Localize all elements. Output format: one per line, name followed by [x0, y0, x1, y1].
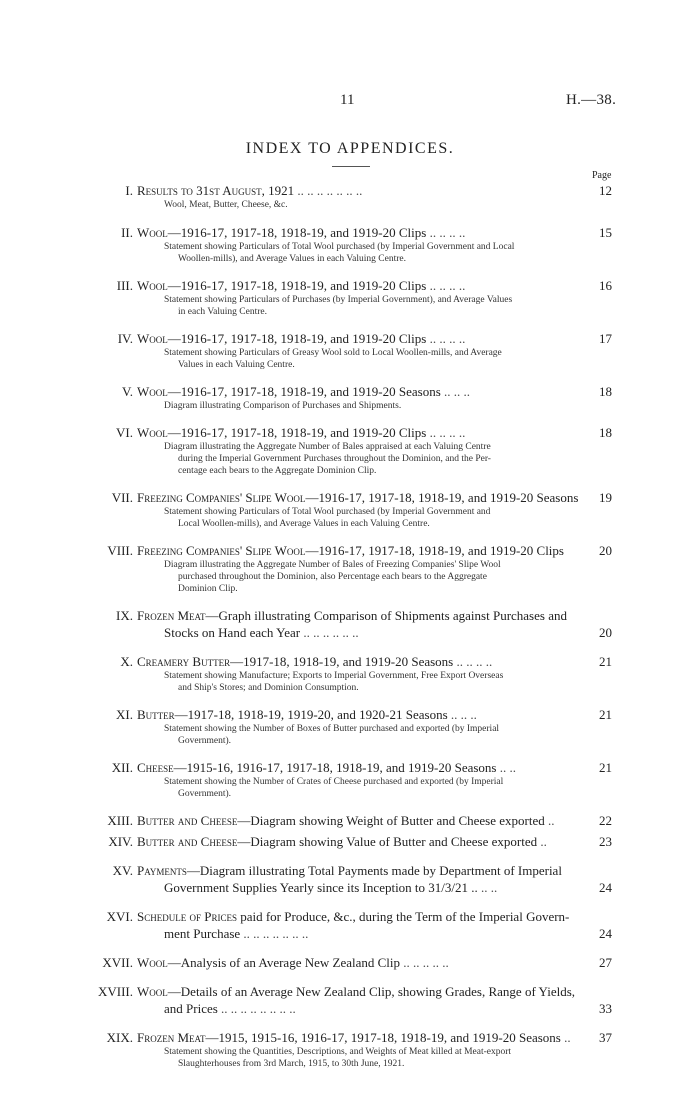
entry-description — [164, 441, 584, 477]
entry-title — [137, 653, 587, 670]
dot-leader: .. — [537, 834, 547, 849]
appendix-number: XV. — [112, 863, 133, 878]
entry-subject: Wool — [137, 425, 168, 440]
entry-title — [137, 706, 587, 723]
entry-heading-row — [0, 277, 700, 294]
entry-description — [164, 506, 584, 530]
index-entry — [0, 224, 700, 265]
entry-description — [164, 199, 584, 211]
index-entry — [0, 182, 700, 211]
entry-title — [137, 182, 587, 199]
index-entry — [0, 653, 700, 694]
dot-leader: .. — [544, 813, 555, 828]
index-entry — [0, 1029, 700, 1070]
appendix-number: XVII. — [102, 955, 133, 970]
entry-title-rest: —1916-17, 1917-18, 1918-19, and 1919-20 Clips — [167, 331, 427, 346]
description-line: during the Imperial Government Purchases throughout the Dominion, and the Per- — [178, 454, 491, 464]
entry-title — [137, 489, 587, 506]
continuation-text: and Prices — [164, 1001, 218, 1016]
entry-title — [137, 954, 587, 971]
page-reference: 24 — [599, 926, 612, 941]
entry-title-rest: —Graph illustrating Comparison of Shipments against Purchases and — [205, 608, 567, 623]
appendix-number: V. — [122, 384, 133, 399]
page-reference: 19 — [599, 490, 612, 505]
entry-title-rest: —Analysis of an Average New Zealand Clip — [167, 955, 401, 970]
entry-subject: Wool — [137, 384, 168, 399]
appendix-number: VIII. — [107, 543, 133, 558]
index-entry — [0, 383, 700, 412]
index-entry — [0, 424, 700, 477]
entry-title — [137, 862, 587, 879]
entry-title — [137, 424, 587, 441]
continuation-text: Government Supplies Yearly since its Inception to 31/3/21 .. — [164, 880, 478, 895]
page-reference: 23 — [599, 834, 612, 849]
appendix-number: VII. — [111, 490, 133, 505]
appendix-number: XVI. — [106, 909, 133, 924]
entry-title-continuation — [164, 925, 600, 942]
page-reference: 15 — [599, 225, 612, 240]
description-line: Statement showing the Number of Crates of Cheese purchased and exported (by Imperial — [164, 777, 504, 787]
entry-title-continuation — [164, 1000, 600, 1017]
description-line: in each Valuing Centre. — [178, 307, 267, 317]
entry-heading-row — [0, 653, 700, 670]
entry-subject: Payments — [137, 863, 187, 878]
page-reference: 20 — [599, 543, 612, 558]
entry-subject: Wool — [137, 331, 168, 346]
entry-heading-row — [0, 330, 700, 347]
entry-description — [164, 559, 584, 595]
description-line: Statement showing Particulars of Total Wool purchased (by Imperial Government and Local — [164, 242, 515, 252]
description-line: Statement showing Manufacture; Exports to Imperial Government, Free Export Overseas — [164, 671, 504, 681]
entry-title-rest: —Diagram showing Value of Butter and Cheese exported — [237, 834, 538, 849]
dot-leader: .. .. .. .. — [426, 331, 466, 346]
entry-title — [137, 330, 587, 347]
entry-title-rest: —1916-17, 1917-18, 1918-19, and 1919-20 Clips — [167, 425, 427, 440]
entry-subject: Wool — [137, 955, 168, 970]
page-reference: 21 — [599, 654, 612, 669]
dot-leader: .. .. — [477, 880, 498, 895]
page-reference: 27 — [599, 955, 612, 970]
appendix-number: X. — [120, 654, 133, 669]
entry-title — [137, 607, 587, 624]
index-entry — [0, 812, 700, 829]
entry-title — [137, 277, 587, 294]
dot-leader: .. .. .. .. .. .. .. .. — [217, 1001, 296, 1016]
appendix-number: XI. — [116, 707, 133, 722]
entry-title-rest: —Details of an Average New Zealand Clip, showing Grades, Range of Yields, — [167, 984, 576, 999]
description-line: Slaughterhouses from 3rd March, 1915, to 30th June, 1921. — [178, 1059, 405, 1069]
dot-leader: .. .. .. — [440, 384, 471, 399]
entry-subject: Creamery Butter — [137, 654, 231, 669]
entry-title-rest: —1916-17, 1917-18, 1918-19, and 1919-20 Seasons — [167, 384, 441, 399]
description-line: Statement showing Particulars of Total Wool purchased (by Imperial Government and — [164, 507, 491, 517]
entry-subject: Wool — [137, 984, 168, 999]
entry-title — [137, 983, 587, 1000]
index-entry — [0, 759, 700, 800]
entry-title-rest: —1916-17, 1917-18, 1918-19, and 1919-20 Clips — [167, 278, 427, 293]
description-line: Diagram illustrating the Aggregate Number of Bales appraised at each Valuing Centre — [164, 442, 491, 452]
entry-title-rest: —Diagram showing Weight of Butter and Cheese exported — [237, 813, 545, 828]
entry-subject: Wool — [137, 225, 168, 240]
index-entry — [0, 833, 700, 850]
page-reference: 16 — [599, 278, 612, 293]
page-reference: 21 — [599, 707, 612, 722]
entry-subject: Butter — [137, 707, 175, 722]
entry-title — [137, 908, 587, 925]
page-reference: 12 — [599, 183, 612, 198]
appendix-number: IX. — [116, 608, 133, 623]
appendix-number: III. — [116, 278, 133, 293]
entry-title — [137, 383, 587, 400]
description-line: Local Woollen-mills), and Average Values in each Valuing Centre. — [178, 519, 430, 529]
entry-subject: Cheese — [137, 760, 174, 775]
entry-heading-row — [0, 812, 700, 829]
index-entry — [0, 330, 700, 371]
entry-description — [164, 776, 584, 800]
entry-description — [164, 670, 584, 694]
page-reference: 18 — [599, 425, 612, 440]
index-entry — [0, 542, 700, 595]
entry-description — [164, 400, 584, 412]
appendix-number: XIII. — [107, 813, 133, 828]
index-entry — [0, 607, 700, 641]
entry-heading-row — [0, 424, 700, 441]
entry-title-rest: —1916-17, 1917-18, 1918-19, and 1919-20 Clips — [167, 225, 427, 240]
entry-heading-row — [0, 908, 700, 942]
entry-subject: Butter and Cheese — [137, 834, 238, 849]
appendix-number: I. — [125, 183, 133, 198]
page-reference: 22 — [599, 813, 612, 828]
entry-heading-row — [0, 862, 700, 896]
entry-title — [137, 812, 587, 829]
dot-leader: .. .. — [496, 760, 516, 775]
page-reference: 24 — [599, 880, 612, 895]
dot-leader: .. .. .. .. — [426, 425, 466, 440]
entry-heading-row — [0, 607, 700, 641]
entry-title-continuation — [164, 624, 600, 641]
dot-leader: .. .. .. .. .. — [400, 955, 449, 970]
entry-subject: Wool — [137, 278, 168, 293]
description-line: Statement showing Particulars of Greasy Wool sold to Local Woollen-mills, and Average — [164, 348, 502, 358]
dot-leader: .. .. .. .. — [426, 225, 466, 240]
index-entry — [0, 489, 700, 530]
entry-title-rest: —Diagram illustrating Total Payments made by Department of Imperial — [186, 863, 562, 878]
description-line: Diagram illustrating the Aggregate Number of Bales of Freezing Companies' Slipe Wool — [164, 560, 501, 570]
continuation-text: Stocks on Hand each Year — [164, 625, 301, 640]
entry-description — [164, 1046, 584, 1070]
dot-leader: .. .. .. .. .. .. .. — [240, 926, 309, 941]
entry-description — [164, 723, 584, 747]
index-entry — [0, 862, 700, 896]
description-line: purchased throughout the Dominion, also Percentage each bears to the Aggregate — [178, 572, 487, 582]
description-line: Wool, Meat, Butter, Cheese, &c. — [164, 200, 288, 210]
entry-title-rest: —1917-18, 1918-19, and 1919-20 Seasons — [230, 654, 454, 669]
entry-heading-row — [0, 224, 700, 241]
appendix-number: VI. — [116, 425, 133, 440]
page-title: INDEX TO APPENDICES. — [245, 140, 455, 157]
entry-description — [164, 241, 584, 265]
entry-heading-row — [0, 182, 700, 199]
document-reference: H.—38. — [566, 92, 617, 108]
description-line: Values in each Valuing Centre. — [178, 360, 295, 370]
entry-subject: Frozen Meat — [137, 1030, 206, 1045]
page-reference: 18 — [599, 384, 612, 399]
appendix-number: IV. — [117, 331, 133, 346]
entry-heading-row — [0, 489, 700, 506]
page-reference: 33 — [599, 1001, 612, 1016]
appendix-number: XVIII. — [97, 984, 133, 999]
entry-title-rest: —1916-17, 1917-18, 1918-19, and 1919-20 Seasons — [305, 490, 579, 505]
entry-subject: Freezing Companies' Slipe Wool — [137, 490, 306, 505]
index-entry — [0, 983, 700, 1017]
description-line: Statement showing the Quantities, Descriptions, and Weights of Meat killed at Meat-export — [164, 1047, 512, 1057]
entry-description — [164, 347, 584, 371]
appendix-number: XIX. — [106, 1030, 133, 1045]
description-line: Statement showing the Number of Boxes of Butter purchased and exported (by Imperial — [164, 724, 500, 734]
entry-heading-row — [0, 983, 700, 1017]
entry-description — [164, 294, 584, 318]
index-entry — [0, 954, 700, 971]
description-line: Dominion Clip. — [178, 584, 238, 594]
description-line: Woollen-mills), and Average Values in each Valuing Centre. — [178, 254, 406, 264]
dot-leader: .. .. .. .. .. .. .. — [294, 183, 363, 198]
dot-leader: .. .. .. .. .. .. — [300, 625, 359, 640]
appendix-number: XII. — [111, 760, 133, 775]
description-line: Government). — [178, 789, 232, 799]
entry-subject: Results to 31st August, 1921 — [137, 183, 295, 198]
dot-leader: .. — [560, 1030, 571, 1045]
page-column-label: Page — [592, 170, 612, 181]
dot-leader: .. .. .. .. — [426, 278, 466, 293]
entry-heading-row — [0, 542, 700, 559]
page-reference: 37 — [599, 1030, 612, 1045]
entry-subject: Frozen Meat — [137, 608, 206, 623]
title-rule — [332, 166, 370, 167]
description-line: Diagram illustrating Comparison of Purchases and Shipments. — [164, 401, 402, 411]
entry-subject: Schedule of Prices — [137, 909, 237, 924]
index-entry — [0, 706, 700, 747]
entry-heading-row — [0, 759, 700, 776]
entry-heading-row — [0, 706, 700, 723]
dot-leader: .. .. .. — [447, 707, 477, 722]
entry-heading-row — [0, 383, 700, 400]
appendix-number: II. — [121, 225, 133, 240]
entry-title — [137, 224, 587, 241]
entry-heading-row — [0, 1029, 700, 1046]
description-line: Government). — [178, 736, 232, 746]
appendix-index — [0, 182, 700, 1082]
entry-title — [137, 759, 587, 776]
entry-title-rest: —1917-18, 1918-19, 1919-20, and 1920-21 Seasons — [174, 707, 448, 722]
description-line: Statement showing Particulars of Purchases (by Imperial Government), and Average Values — [164, 295, 513, 305]
entry-heading-row — [0, 954, 700, 971]
entry-subject: Freezing Companies' Slipe Wool — [137, 543, 306, 558]
description-line: centage each bears to the Aggregate Dominion Clip. — [178, 466, 377, 476]
page-number: 11 — [340, 92, 355, 108]
page-reference: 21 — [599, 760, 612, 775]
appendix-number: XIV. — [108, 834, 133, 849]
entry-title-rest: —1916-17, 1917-18, 1918-19, and 1919-20 Clips — [305, 543, 564, 558]
dot-leader: .. .. .. .. — [453, 654, 493, 669]
entry-title-continuation — [164, 879, 600, 896]
entry-title — [137, 1029, 587, 1046]
entry-title-rest: paid for Produce, &c., during the Term of the Imperial Govern- — [236, 909, 570, 924]
entry-title — [137, 833, 587, 850]
index-entry — [0, 908, 700, 942]
page-reference: 17 — [599, 331, 612, 346]
page-reference: 20 — [599, 625, 612, 640]
continuation-text: ment Purchase — [164, 926, 241, 941]
entry-heading-row — [0, 833, 700, 850]
entry-subject: Butter and Cheese — [137, 813, 238, 828]
entry-title-rest: —1915-16, 1916-17, 1917-18, 1918-19, and 1919-20 Seasons — [173, 760, 497, 775]
description-line: and Ship's Stores; and Dominion Consumption. — [178, 683, 359, 693]
index-entry — [0, 277, 700, 318]
entry-title — [137, 542, 587, 559]
entry-title-rest: —1915, 1915-16, 1916-17, 1917-18, 1918-19, and 1919-20 Seasons — [205, 1030, 561, 1045]
